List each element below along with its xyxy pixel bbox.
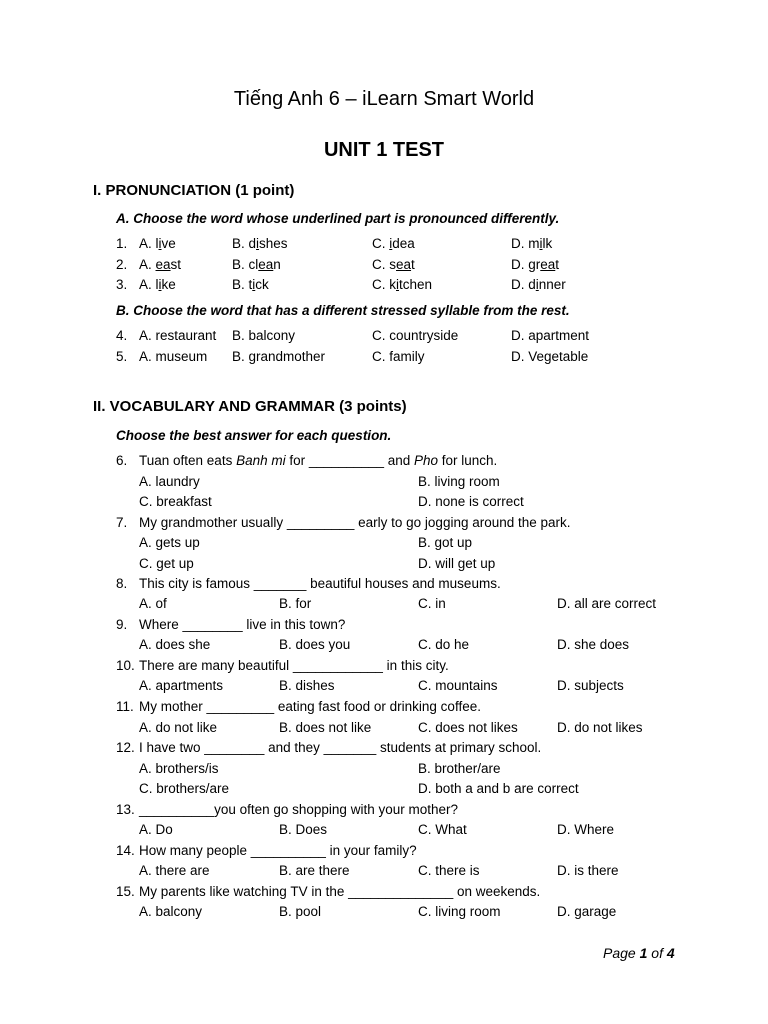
question-text: My mother _________ eating fast food or drinking coffee.: [139, 699, 481, 714]
question-number: 3.: [116, 277, 128, 292]
option-b: B. Does: [279, 822, 328, 837]
option-a: A. laundry: [139, 474, 200, 489]
question-number: 7.: [116, 515, 128, 530]
option-c: C. brothers/are: [139, 781, 230, 796]
option-c: C. What: [418, 822, 467, 837]
question-text: This city is famous _______ beautiful houses and museums.: [139, 576, 501, 591]
question-number: 14.: [116, 843, 135, 858]
option-c: C. living room: [418, 904, 501, 919]
option-d: D. Vegetable: [511, 349, 589, 364]
section-heading-vocabulary: II. VOCABULARY AND GRAMMAR (3 points): [93, 398, 407, 415]
option-c: C. get up: [139, 556, 194, 571]
option-a: A. does she: [139, 637, 211, 652]
page-number: Page 1 of 4: [603, 945, 675, 961]
option-a: A. gets up: [139, 535, 200, 550]
option-d: D. Where: [557, 822, 615, 837]
question-number: 2.: [116, 257, 128, 272]
question-text: __________you often go shopping with your mother?: [139, 802, 458, 817]
question-number: 15.: [116, 884, 135, 899]
option-a: A. apartments: [139, 678, 224, 693]
option-d: D. garage: [557, 904, 617, 919]
option-a: A. museum: [139, 349, 208, 364]
option-a: A. east: [139, 257, 182, 272]
option-d: D. subjects: [557, 678, 624, 693]
option-c: C. does not likes: [418, 720, 518, 735]
option-c: C. do he: [418, 637, 470, 652]
question-number: 11.: [116, 699, 134, 714]
question-number: 4.: [116, 328, 128, 343]
option-b: B. pool: [279, 904, 322, 919]
question-number: 9.: [116, 617, 128, 632]
option-b: B. tick: [232, 277, 269, 292]
instruction-part-a: A. Choose the word whose underlined part is pronounced differently.: [116, 211, 560, 226]
option-b: B. for: [279, 596, 312, 611]
section-heading-pronunciation: I. PRONUNCIATION (1 point): [93, 182, 295, 199]
option-b: B. balcony: [232, 328, 296, 343]
option-c: C. idea: [372, 236, 415, 251]
option-c: C. seat: [372, 257, 415, 272]
option-a: A. balcony: [139, 904, 203, 919]
option-c: C. in: [418, 596, 446, 611]
question-number: 5.: [116, 349, 128, 364]
question-text: Where ________ live in this town?: [139, 617, 346, 632]
question-number: 12.: [116, 740, 135, 755]
option-b: B. dishes: [232, 236, 288, 251]
option-a: A. restaurant: [139, 328, 217, 343]
question-number: 10.: [116, 658, 135, 673]
question-number: 1.: [116, 236, 128, 251]
question-number: 13.: [116, 802, 135, 817]
option-b: B. does not like: [279, 720, 372, 735]
instruction-vocabulary: Choose the best answer for each question.: [116, 428, 392, 443]
question-text: My grandmother usually _________ early to go jogging around the park.: [139, 515, 571, 530]
question-text: There are many beautiful ____________ in this city.: [139, 658, 449, 673]
question-number: 6.: [116, 453, 128, 468]
instruction-part-b: B. Choose the word that has a different stressed syllable from the rest.: [116, 303, 570, 318]
option-d: D. apartment: [511, 328, 590, 343]
option-a: A. there are: [139, 863, 210, 878]
option-a: A. like: [139, 277, 176, 292]
option-d: D. all are correct: [557, 596, 657, 611]
option-b: B. are there: [279, 863, 350, 878]
option-c: C. mountains: [418, 678, 498, 693]
option-b: B. living room: [418, 474, 500, 489]
option-c: C. there is: [418, 863, 480, 878]
option-d: D. is there: [557, 863, 619, 878]
option-d: D. great: [511, 257, 560, 272]
option-c: C. family: [372, 349, 425, 364]
option-b: B. does you: [279, 637, 351, 652]
option-d: D. will get up: [418, 556, 496, 571]
document-title: Tiếng Anh 6 – iLearn Smart World: [233, 88, 535, 110]
option-d: D. both a and b are correct: [418, 781, 579, 796]
option-a: A. of: [139, 596, 167, 611]
option-d: D. she does: [557, 637, 630, 652]
question-text: My parents like watching TV in the ______________ on weekends.: [139, 884, 541, 899]
option-b: B. brother/are: [418, 761, 501, 776]
option-a: A. live: [139, 236, 176, 251]
option-d: D. do not likes: [557, 720, 643, 735]
question-text: I have two ________ and they _______ students at primary school.: [139, 740, 542, 755]
option-b: B. grandmother: [232, 349, 326, 364]
option-a: A. Do: [139, 822, 173, 837]
option-b: B. dishes: [279, 678, 335, 693]
option-b: B. got up: [418, 535, 473, 550]
unit-title: UNIT 1 TEST: [323, 139, 444, 161]
option-b: B. clean: [232, 257, 281, 272]
option-d: D. dinner: [511, 277, 566, 292]
option-c: C. kitchen: [372, 277, 433, 292]
option-a: A. brothers/is: [139, 761, 219, 776]
option-c: C. breakfast: [139, 494, 212, 509]
option-c: C. countryside: [372, 328, 459, 343]
question-text: How many people __________ in your family?: [139, 843, 417, 858]
option-d: D. none is correct: [418, 494, 524, 509]
option-d: D. milk: [511, 236, 553, 251]
question-text: Tuan often eats Banh mi for __________ and Pho for lunch.: [139, 453, 498, 468]
option-a: A. do not like: [139, 720, 218, 735]
question-number: 8.: [116, 576, 128, 591]
